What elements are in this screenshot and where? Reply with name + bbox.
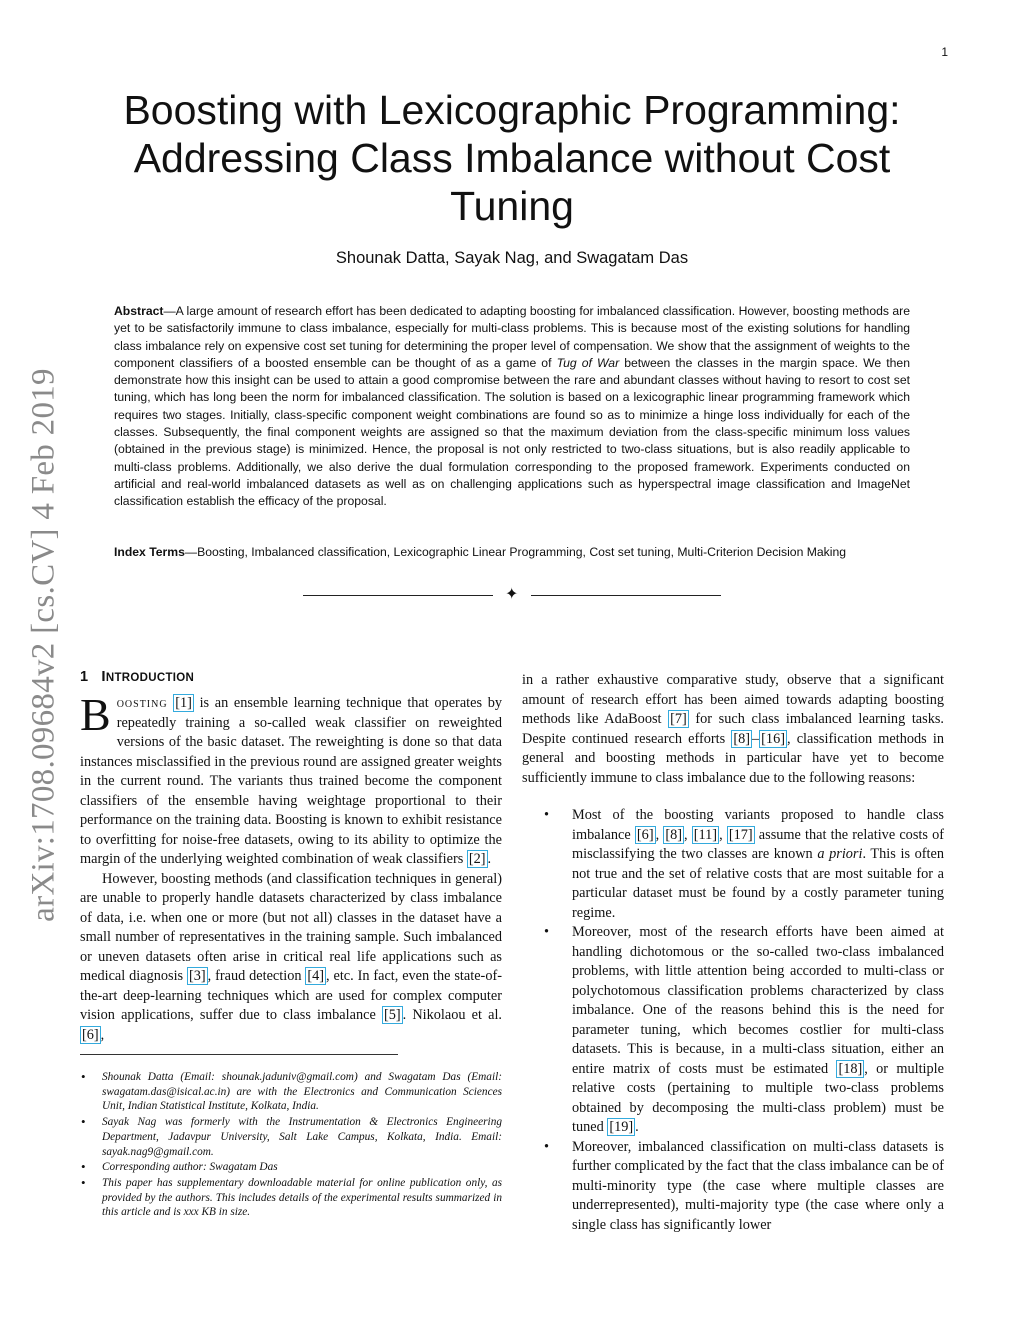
text: , [100, 1026, 105, 1043]
abstract-emphasis: Tug of War [556, 355, 620, 370]
left-column [80, 668, 502, 1221]
footnote-item: • Sayak Nag was formerly with the Instrumentation & Electronics Engineering Department, Jadavpur University, Salt Lake Campus, Kolkata, India. Email: sayak.nag9@gmail.com. [80, 1115, 502, 1159]
list-item [522, 923, 944, 1138]
separator-diamond-icon: ✦ [505, 586, 519, 603]
section-heading [80, 668, 502, 685]
section-number: 1 [80, 669, 89, 685]
text: Most of the boosting variants proposed to handle class imbalance [572, 807, 944, 843]
text: , [684, 826, 692, 843]
index-terms [114, 545, 914, 559]
citation-link[interactable]: [6] [82, 1026, 99, 1043]
separator-rule-right [531, 595, 721, 596]
citation-link[interactable]: [2] [468, 851, 486, 867]
list-item [522, 806, 944, 923]
text: . [487, 851, 492, 867]
dropcap-word-rest: oosting [116, 695, 168, 711]
citation-link[interactable]: [3] [188, 968, 206, 984]
section-title-initial: I [101, 668, 106, 685]
footnote-item: • Corresponding author: Swagatam Das [80, 1160, 502, 1175]
text: , fraud detection [207, 968, 306, 984]
citation-link[interactable]: [8] [665, 826, 683, 843]
text: is an ensemble learning technique that operates by repeatedly training a so-called weak classifier on reweighted versions of the basic dataset. The reweighting is done so that data instances misclassified in the previous round are assigned greater weights in the current round. The variants thus trained become the component classifiers of the ensemble having weightage proportional to their performance on the training data. Boosting is known to exhibit resistance to overfitting for noise-free datasets, owing to its ability to optimize the margin of the underlying weighted combination of weak classifiers [80, 695, 502, 867]
index-terms-text: —Boosting, Imbalanced classification, Lexicographic Linear Programming, Cost set tuning, Multi-Criterion Decision Making [184, 545, 847, 559]
text: . [635, 1119, 639, 1135]
text: . Nikolaou et al. [402, 1007, 503, 1023]
list-item [522, 1138, 944, 1236]
text: , [719, 826, 727, 843]
abstract-label: Abstract [114, 304, 164, 318]
abstract-text: —A large amount of research effort has been dedicated to adapting boosting for imbalanced classification. However, boosting methods are yet to be satisfactorily immune to class imbalance, especially for multi-class problems. This is because most of the existing solutions for handling class imbalance rely on expensive cost set tuning for determining the proper level of compensation. We show that the assignment of weights to the component classifiers of a boosted ensemble can be thought of as a game of [114, 304, 910, 370]
intro-paragraph-1 [80, 689, 502, 870]
section-title-rest: NTRODUCTION [105, 672, 195, 684]
author-list: Shounak Datta, Sayak Nag, and Swagatam Das [335, 249, 689, 267]
citation-link[interactable]: [18] [838, 1060, 863, 1077]
page-number: 1 [941, 45, 948, 59]
separator-rule-left [303, 595, 493, 596]
citation-link[interactable]: [1] [175, 695, 192, 711]
abstract [114, 303, 910, 511]
text: However, boosting methods (and classification techniques in general) are unable to properly handle datasets characterized by class imbalance of data, i.e. when one or more (but not all) classes in the dataset have a small number of representatives in the training sample. Such imbalanced or uneven datasets often arise in critical real life applications such as medical diagnosis [80, 870, 502, 984]
emphasis: a priori [817, 846, 863, 862]
text: – [752, 730, 760, 747]
arxiv-identifier-stamp: arXiv:1708.09684v2 [cs.CV] 4 Feb 2019 [25, 368, 62, 922]
footnote-item: • Shounak Datta (Email: shounak.jaduniv@gmail.com) and Swagatam Das (Email: swagatam.das@isical.ac.in) are with the Electronics and Communication Sciences Unit, Indian Statistical Institute, Kolkata, India. [80, 1070, 502, 1114]
citation-link[interactable]: [5] [383, 1007, 401, 1023]
section-separator [303, 586, 721, 604]
text: , classification methods in general and boosting methods in particular have yet to become sufficiently immune to class imbalance due to the following reasons: [522, 730, 944, 786]
dropcap-letter: B [80, 689, 111, 740]
citation-link[interactable]: [11] [693, 826, 718, 843]
abstract-text-cont: between the classes in the margin space. We then demonstrate how this insight can be used to attain a good compromise between the rare and abundant classes without having to resort to cost set tuning, which has long been the norm for imbalanced classification. The solution is based on a lexicographic linear programming framework which requires two stages. Initially, class-specific component weight combinations are found so as to minimize a hinge loss individually for each of the classes. Subsequently, the final component weights are assigned so that the maximum deviation from the class-specific minimum loss values (obtained in the previous stage) is minimized. Hence, the proposal is not only restricted to two-class situations, but is also readily applicable to multi-class problems. Additionally, we also derive the dual formulation corresponding to the proposed framework. Experiments conducted on artificial and real-world imbalanced datasets as well as on challenging applications such as hyperspectral image classification and ImageNet classification establish the efficacy of the proposal. [114, 355, 910, 509]
citation-link[interactable]: [16] [761, 730, 785, 747]
text: assume that the relative costs of misclassifying the two classes are known [572, 826, 944, 862]
footnote-item: • This paper has supplementary downloadable material for online publication only, as provided by the authors. This includes details of the experimental results summarized in this article and is xxx KB in size. [80, 1176, 502, 1220]
intro-paragraph-2 [80, 870, 502, 1046]
citation-link[interactable]: [17] [728, 826, 753, 843]
citation-link[interactable]: [8] [733, 730, 750, 747]
text: Moreover, imbalanced classification on multi-class datasets is further complicated by the fact that the class imbalance can be of multi-minority type (the case where multiple classes are underrepresented), multi-majority type (the case where only a single class has significantly lower [572, 1138, 944, 1233]
footnote-rule [80, 1054, 398, 1055]
text: for such class imbalanced learning tasks. Despite continued research efforts [522, 711, 944, 747]
text: , or multiple relative costs (pertaining to multiple two-class problems obtained by decomposing the multi-class problem) must be tuned [572, 1060, 944, 1135]
paper-title: Boosting with Lexicographic Programming: Addressing Class Imbalance without Cost Tuning [123, 87, 901, 229]
right-column [522, 671, 944, 1235]
text: in a rather exhaustive comparative study, observe that a significant amount of research effort has been aimed towards adapting boosting methods like AdaBoost [522, 672, 944, 727]
intro-paragraph-3 [522, 671, 944, 788]
index-terms-label: Index Terms [114, 545, 185, 559]
text: Moreover, most of the research efforts have been aimed at handling dichotomous or the so-called two-class imbalanced problems, with little attention being accorded to multi-class or polychotomous classification problems characterized by class imbalance. One of the reasons behind this is the need for parameter tuning, which becomes costlier for multi-class datasets. This is because, in a multi-class situation, either an entire matrix of costs must be estimated [572, 924, 944, 1077]
citation-link[interactable]: [19] [609, 1119, 634, 1135]
citation-link[interactable]: [7] [670, 711, 687, 727]
reasons-list [522, 806, 944, 1235]
citation-link[interactable]: [4] [307, 968, 325, 984]
text: . This is often not true and the set of relative costs that are most suitable for a particular dataset must be found by a costly parameter tuning regime. [572, 846, 945, 921]
text: , [655, 826, 664, 843]
citation-link[interactable]: [6] [636, 826, 654, 843]
footnotes [80, 1070, 502, 1220]
text: , etc. In fact, even the state-of-the-art deep-learning techniques which are used for complex computer vision applications, suffer due to class imbalance [80, 968, 502, 1023]
